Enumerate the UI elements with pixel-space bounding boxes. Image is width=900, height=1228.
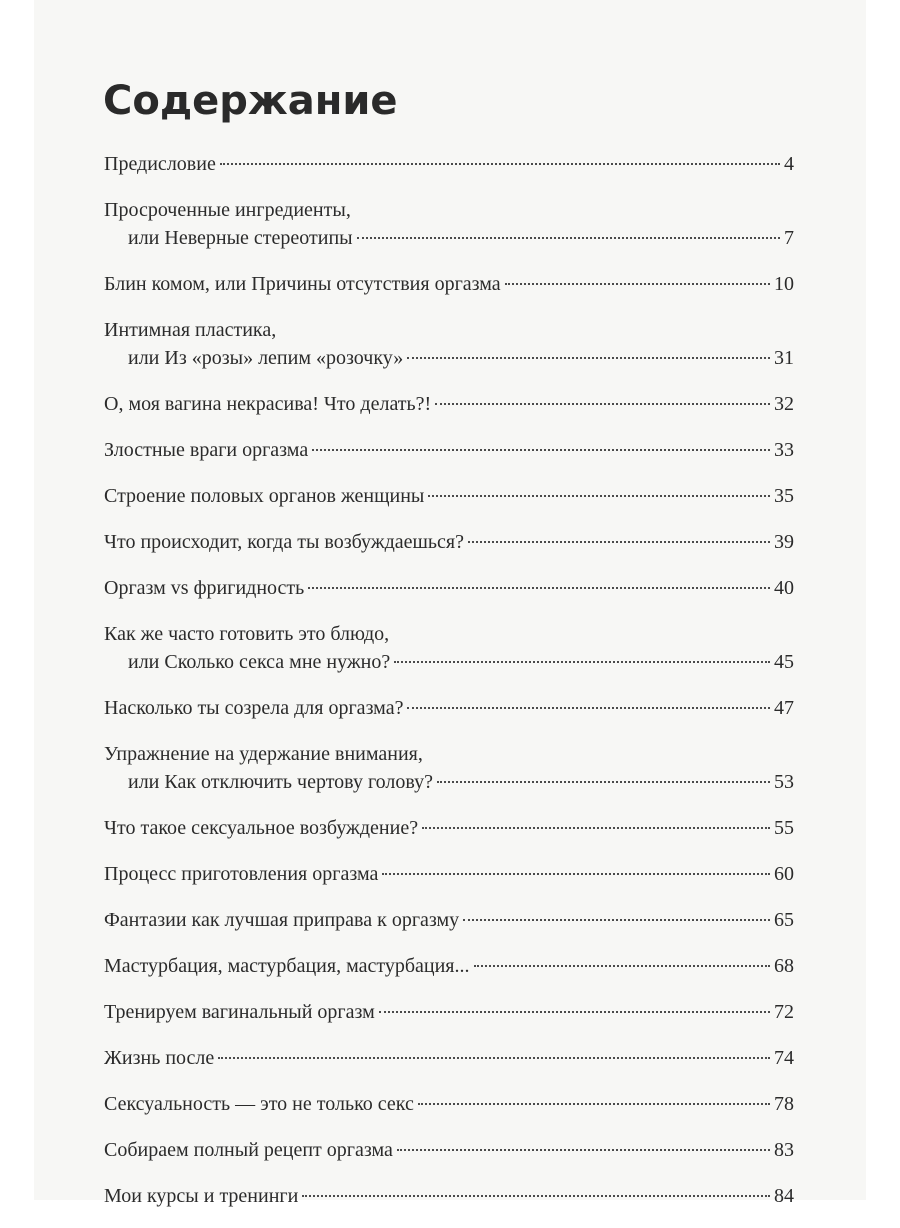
toc-page-number: 74: [774, 1047, 794, 1069]
toc-entry[interactable]: [104, 906, 794, 934]
toc-entry[interactable]: [104, 860, 794, 888]
toc-entry-row: [104, 906, 794, 934]
toc-entry-row: [104, 860, 794, 888]
toc-entry[interactable]: [104, 814, 794, 842]
dot-leader: [407, 357, 770, 359]
dot-leader: [463, 919, 770, 921]
toc-entry-title: Злостные враги оргазма: [104, 439, 309, 461]
toc-entry-title: Процесс приготовления оргазма: [104, 863, 379, 885]
table-of-contents: [104, 150, 794, 1228]
dot-leader: [437, 781, 770, 783]
dot-leader: [357, 237, 780, 239]
dot-leader: [397, 1149, 770, 1151]
dot-leader: [435, 403, 770, 405]
toc-entry[interactable]: [104, 1182, 794, 1210]
page-title: Содержание: [103, 78, 398, 124]
dot-leader: [382, 873, 770, 875]
dot-leader: [308, 587, 770, 589]
dot-leader: [218, 1057, 770, 1059]
toc-entry-row: [104, 1182, 794, 1210]
toc-entry-row: [104, 224, 794, 252]
toc-entry-title: Фантазии как лучшая приправа к оргазму: [104, 909, 460, 931]
toc-entry[interactable]: [104, 574, 794, 602]
toc-entry[interactable]: [104, 952, 794, 980]
toc-page-number: 55: [774, 817, 794, 839]
toc-entry-row: [104, 952, 794, 980]
toc-entry-row: [104, 998, 794, 1026]
toc-page-number: 78: [774, 1093, 794, 1115]
toc-entry-title: Сексуальность — это не только секс: [104, 1093, 414, 1115]
toc-entry[interactable]: [104, 196, 794, 252]
toc-page-number: 32: [774, 393, 794, 415]
toc-entry-row: [104, 694, 794, 722]
toc-entry[interactable]: [104, 150, 794, 178]
toc-entry-title: Блин комом, или Причины отсутствия оргазма: [104, 273, 501, 295]
toc-entry-row: [104, 270, 794, 298]
toc-page-number: 47: [774, 697, 794, 719]
toc-entry[interactable]: [104, 1044, 794, 1072]
dot-leader: [312, 449, 770, 451]
toc-page-number: 68: [774, 955, 794, 977]
toc-entry-title: или Неверные стереотипы: [128, 227, 353, 249]
toc-entry[interactable]: [104, 316, 794, 372]
toc-entry-row: [104, 1044, 794, 1072]
toc-entry-title-line: Упражнение на удержание внимания,: [104, 743, 423, 765]
toc-entry-row: [104, 768, 794, 796]
toc-entry[interactable]: [104, 1136, 794, 1164]
toc-entry-row: [104, 1136, 794, 1164]
toc-entry[interactable]: [104, 694, 794, 722]
toc-entry-title: Тренируем вагинальный оргазм: [104, 1001, 375, 1023]
toc-entry[interactable]: [104, 528, 794, 556]
toc-entry-title: О, моя вагина некрасива! Что делать?!: [104, 393, 432, 415]
toc-entry-row: [104, 574, 794, 602]
dot-leader: [418, 1103, 770, 1105]
toc-page-number: 83: [774, 1139, 794, 1161]
toc-entry-row: [104, 528, 794, 556]
dot-leader: [428, 495, 770, 497]
toc-entry[interactable]: [104, 740, 794, 796]
dot-leader: [379, 1011, 770, 1013]
toc-entry[interactable]: [104, 436, 794, 464]
toc-entry[interactable]: [104, 270, 794, 298]
toc-entry-row: [104, 482, 794, 510]
toc-entry-row: [104, 150, 794, 178]
toc-page-number: 33: [774, 439, 794, 461]
toc-page-number: 10: [774, 273, 794, 295]
toc-page-number: 35: [774, 485, 794, 507]
toc-entry-row: [104, 1090, 794, 1118]
toc-page-number: 53: [774, 771, 794, 793]
dot-leader: [302, 1195, 770, 1197]
toc-page-number: 39: [774, 531, 794, 553]
toc-entry-row: [104, 436, 794, 464]
dot-leader: [394, 661, 770, 663]
toc-entry-title: Строение половых органов женщины: [104, 485, 425, 507]
toc-entry-title: или Сколько секса мне нужно?: [128, 651, 391, 673]
dot-leader: [422, 827, 770, 829]
toc-entry[interactable]: [104, 1090, 794, 1118]
toc-entry-title: Насколько ты созрела для оргазма?: [104, 697, 404, 719]
toc-entry[interactable]: [104, 390, 794, 418]
toc-page-number: 7: [784, 227, 794, 249]
toc-page-number: 40: [774, 577, 794, 599]
toc-entry-title: Оргазм vs фригидность: [104, 577, 305, 599]
toc-page-number: 31: [774, 347, 794, 369]
toc-page-number: 45: [774, 651, 794, 673]
dot-leader: [468, 541, 770, 543]
toc-entry-row: [104, 344, 794, 372]
toc-entry[interactable]: [104, 620, 794, 676]
dot-leader: [474, 965, 771, 967]
dot-leader: [220, 163, 780, 165]
toc-entry-title: Собираем полный рецепт оргазма: [104, 1139, 393, 1161]
toc-entry-title: Предисловие: [104, 153, 216, 175]
dot-leader: [505, 283, 770, 285]
toc-entry-title-line: Интимная пластика,: [104, 319, 277, 341]
toc-entry-row: [104, 648, 794, 676]
toc-entry-title: Что происходит, когда ты возбуждаешься?: [104, 531, 464, 553]
dot-leader: [407, 707, 770, 709]
toc-entry-row: [104, 390, 794, 418]
toc-entry[interactable]: [104, 482, 794, 510]
toc-entry-title: Мои курсы и тренинги: [104, 1185, 299, 1207]
toc-entry-title: или Из «розы» лепим «розочку»: [128, 347, 404, 369]
toc-entry-row: [104, 814, 794, 842]
toc-entry-title: или Как отключить чертову голову?: [128, 771, 433, 793]
toc-entry[interactable]: [104, 998, 794, 1026]
toc-entry-title: Что такое сексуальное возбуждение?: [104, 817, 419, 839]
toc-page-number: 65: [774, 909, 794, 931]
toc-page-number: 72: [774, 1001, 794, 1023]
toc-entry-title-line: Как же часто готовить это блюдо,: [104, 623, 390, 645]
toc-entry-title-line: Просроченные ингредиенты,: [104, 199, 351, 221]
toc-page-number: 60: [774, 863, 794, 885]
toc-entry-title: Жизнь после: [104, 1047, 215, 1069]
toc-page-number: 4: [784, 153, 794, 175]
toc-entry-title: Мастурбация, мастурбация, мастурбация...: [104, 955, 470, 977]
toc-page-number: 84: [774, 1185, 794, 1207]
